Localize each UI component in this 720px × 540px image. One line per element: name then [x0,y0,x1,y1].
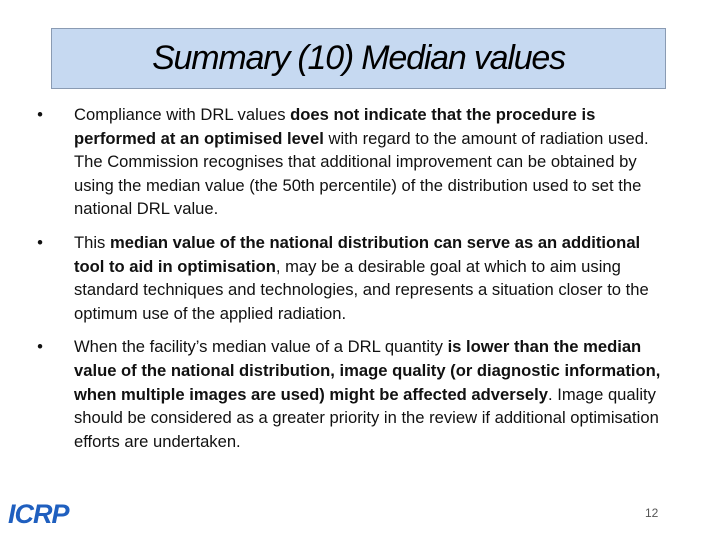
bullet-item [30,231,670,325]
slide-title: Summary (10) Median values [152,39,565,77]
bullet-text-bold: does not indicate that the procedure is performed at an optimised level [74,105,596,148]
bullet-text-bold: median value of the national distribution can serve as an additional tool to aid in optimisation [74,232,641,276]
bullet-text-normal: Compliance with DRL values [74,105,291,124]
bullet-text-bold: is lower than the median value of the national distribution, image quality (or diagnostic information, when multiple images are used) might be affected adversely [74,337,661,404]
icrp-logo [8,500,69,528]
bullet-text-normal: with regard to the amount of radiation used. The Commission recognises that additional improvement can be obtained by using the median value (the 50th percentile) of the distribution used to set the national DRL value. [74,128,649,219]
bullet-dot: • [37,232,43,252]
bullet-text-normal: , may be a desirable goal at which to aim using standard techniques and technologies, and represents a situation closer to the optimum use of the applied radiation. [74,256,649,323]
bullet-text-normal: This [74,232,110,252]
bullet-dot: • [37,337,43,357]
bullet-item [30,335,670,453]
title-banner [51,28,666,89]
page-number: 12 [645,506,659,520]
logo-text: ICRP [8,498,69,529]
bullet-text-normal: When the facility’s median value of a DRL quantity [74,337,448,357]
bullet-text-normal: . Image quality should be considered as a greater priority in the review if additional optimisation efforts are undertaken. [74,384,659,451]
bullet-item [30,103,670,221]
bullet-dot: • [37,105,43,124]
bullet-list [30,103,670,453]
